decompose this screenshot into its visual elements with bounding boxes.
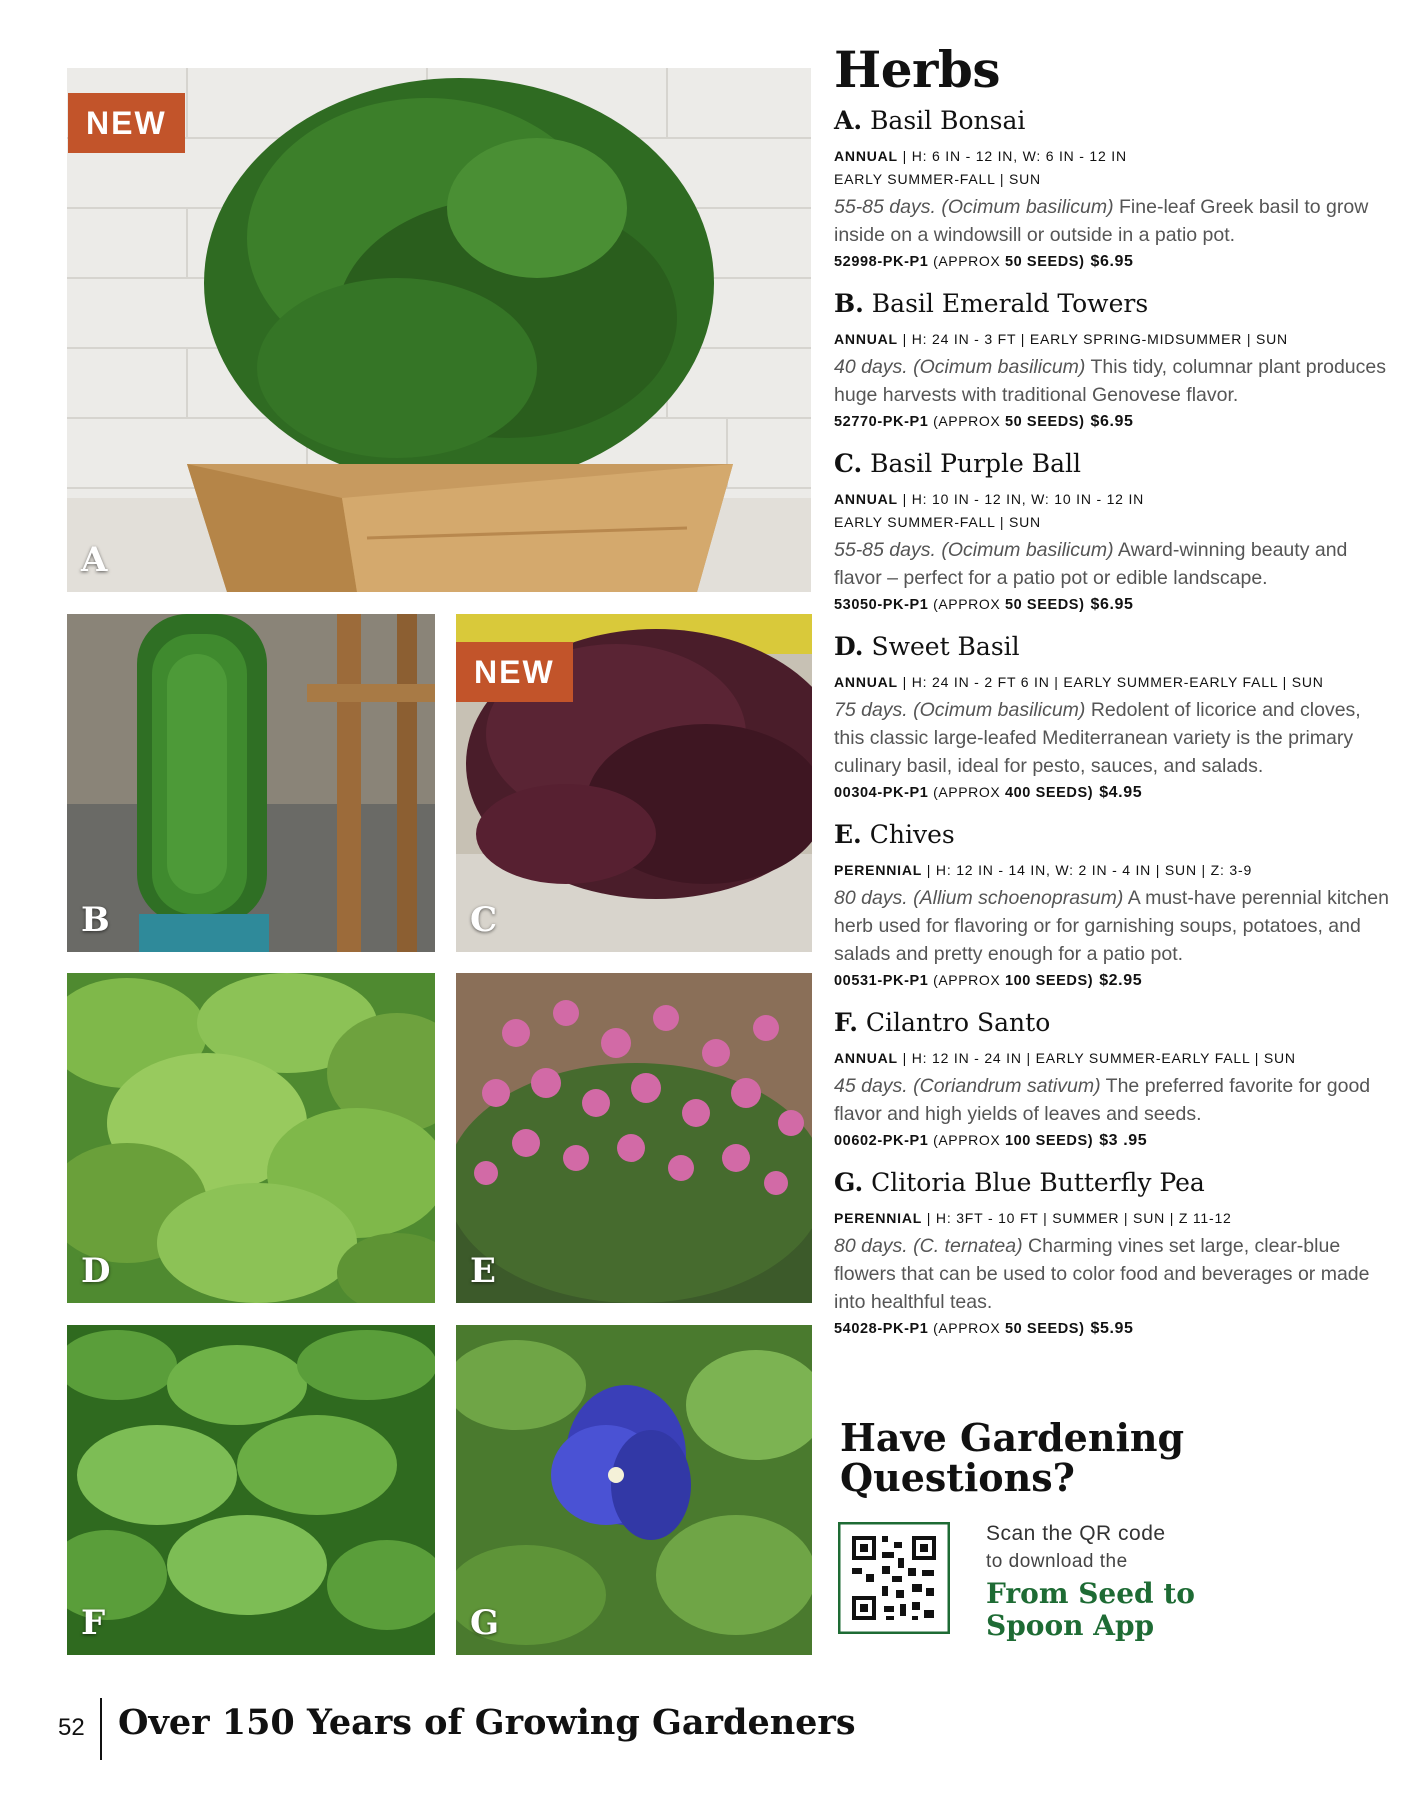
herb-specs <box>834 328 1394 351</box>
seed-count: 100 SEEDS) <box>1004 973 1094 989</box>
gardening-questions <box>840 1415 1340 1500</box>
sku: 53050-PK-P1 <box>834 597 929 613</box>
description-text: Award-winning beauty and flavor – perfect for a patio pot or edible landscape. <box>834 539 1348 589</box>
specs-text: | H: 12 IN - 24 IN | EARLY SUMMER-EARLY FALL | SUN <box>897 1050 1296 1066</box>
approx-label: (APPROX <box>933 1320 1001 1336</box>
qr-code-icon[interactable] <box>838 1522 950 1634</box>
scan-line2: to download the <box>986 1551 1128 1572</box>
plant-type: ANNUAL <box>834 674 898 690</box>
photo-letter: B <box>81 900 110 940</box>
herb-item <box>834 819 1394 993</box>
herb-title: Basil Bonsai <box>870 106 1026 135</box>
questions-title-line2: Questions? <box>840 1455 1075 1500</box>
footer-tagline: Over 150 Years of Growing Gardeners <box>118 1702 856 1743</box>
photo-butterfly-pea <box>456 1325 812 1655</box>
days-to-maturity: 75 days. <box>834 699 908 721</box>
herb-description <box>834 536 1394 592</box>
footer-divider <box>100 1698 102 1760</box>
photo-letter: F <box>81 1603 106 1643</box>
latin-name: (Ocimum basilicum) <box>913 356 1086 378</box>
photo-basil-emerald-towers <box>67 614 435 952</box>
description-text: Redolent of licorice and cloves, this classic large-leafed Mediterranean variety is the primary culinary basil, ideal for pesto, sauces, and salads. <box>834 699 1361 777</box>
approx-label: (APPROX <box>933 972 1001 988</box>
herb-title: Cilantro Santo <box>865 1008 1051 1037</box>
description-text: Charming vines set large, clear-blue flowers that can be used to color food and beverages or made into healthful teas. <box>834 1235 1370 1313</box>
photo-basil-bonsai <box>67 68 811 592</box>
sku: 54028-PK-P1 <box>834 1321 929 1337</box>
latin-name: (Ocimum basilicum) <box>913 699 1086 721</box>
herb-title: Clitoria Blue Butterfly Pea <box>871 1168 1205 1197</box>
herb-description <box>834 193 1394 249</box>
herb-name <box>834 105 1394 137</box>
description-text: Fine-leaf Greek basil to grow inside on a windowsill or outside in a patio pot. <box>834 196 1369 246</box>
herb-specs <box>834 671 1394 694</box>
photo-sweet-basil <box>67 973 435 1303</box>
days-to-maturity: 80 days. <box>834 887 908 909</box>
approx-label: (APPROX <box>933 596 1001 612</box>
seed-count: 50 SEEDS) <box>1004 254 1085 270</box>
description-text: The preferred favorite for good flavor and high yields of leaves and seeds. <box>834 1075 1371 1125</box>
new-badge: NEW <box>68 93 185 153</box>
herb-specs-line2: EARLY SUMMER-FALL | SUN <box>834 171 1041 187</box>
order-line <box>834 780 1394 805</box>
plant-type: ANNUAL <box>834 148 898 164</box>
seed-count: 100 SEEDS) <box>1004 1133 1094 1149</box>
herb-name <box>834 1007 1394 1039</box>
order-line <box>834 1316 1394 1341</box>
photo-chives <box>456 973 812 1303</box>
herb-letter: F. <box>834 1008 858 1037</box>
herb-title: Chives <box>869 820 955 849</box>
approx-label: (APPROX <box>933 1132 1001 1148</box>
specs-text: | H: 10 IN - 12 IN, W: 10 IN - 12 IN <box>897 491 1145 507</box>
herb-letter: E. <box>834 820 862 849</box>
sku: 00602-PK-P1 <box>834 1133 929 1149</box>
questions-title-line1: Have Gardening <box>840 1415 1185 1460</box>
plant-type: ANNUAL <box>834 1050 898 1066</box>
herb-letter: A. <box>834 106 863 135</box>
order-line <box>834 409 1394 434</box>
herb-listings <box>834 40 1394 1355</box>
section-title: Herbs <box>834 40 1001 99</box>
photo-letter: G <box>470 1603 500 1643</box>
herb-title: Basil Emerald Towers <box>871 289 1149 318</box>
order-line <box>834 249 1394 274</box>
herb-item <box>834 1167 1394 1341</box>
specs-text: | H: 24 IN - 3 FT | EARLY SPRING-MIDSUMMER | SUN <box>897 331 1288 347</box>
photo-letter: A <box>81 540 108 580</box>
herb-item <box>834 288 1394 434</box>
page-number: 52 <box>58 1714 85 1741</box>
seed-count: 50 SEEDS) <box>1004 414 1085 430</box>
seed-count: 50 SEEDS) <box>1004 597 1085 613</box>
herb-item <box>834 631 1394 805</box>
herb-description <box>834 1232 1394 1316</box>
qr-instructions <box>986 1520 1286 1640</box>
herb-description <box>834 1072 1394 1128</box>
description-text: This tidy, columnar plant produces huge harvests with traditional Genovese flavor. <box>834 356 1386 406</box>
app-name-line1: From Seed to <box>986 1577 1195 1610</box>
price: $2.95 <box>1099 972 1143 989</box>
herb-specs <box>834 1207 1394 1230</box>
herb-name <box>834 1167 1394 1199</box>
herb-specs <box>834 488 1394 511</box>
price: $4.95 <box>1099 784 1143 801</box>
herb-letter: B. <box>834 289 864 318</box>
sku: 52770-PK-P1 <box>834 414 929 430</box>
days-to-maturity: 55-85 days. <box>834 539 936 561</box>
app-name-line2: Spoon App <box>986 1609 1155 1642</box>
photo-letter: D <box>81 1251 111 1291</box>
herb-item <box>834 105 1394 274</box>
new-badge: NEW <box>456 642 573 702</box>
herb-specs <box>834 145 1394 168</box>
specs-text: | H: 24 IN - 2 FT 6 IN | EARLY SUMMER-EARLY FALL | SUN <box>897 674 1324 690</box>
herb-description <box>834 884 1394 968</box>
herb-specs <box>834 1047 1394 1070</box>
photo-basil-purple-ball <box>456 614 812 952</box>
seed-count: 400 SEEDS) <box>1004 785 1094 801</box>
herb-letter: D. <box>834 632 864 661</box>
herb-specs <box>834 859 1394 882</box>
herb-name <box>834 631 1394 663</box>
price: $6.95 <box>1090 253 1134 270</box>
herb-name <box>834 819 1394 851</box>
specs-text: | H: 12 IN - 14 IN, W: 2 IN - 4 IN | SUN | Z: 3-9 <box>922 862 1253 878</box>
latin-name: (Coriandrum sativum) <box>913 1075 1101 1097</box>
photo-letter: E <box>470 1251 496 1291</box>
herb-description <box>834 353 1394 409</box>
days-to-maturity: 45 days. <box>834 1075 908 1097</box>
price: $5.95 <box>1090 1320 1134 1337</box>
sku: 00304-PK-P1 <box>834 785 929 801</box>
herb-letter: G. <box>834 1168 864 1197</box>
scan-line1: Scan the QR code <box>986 1522 1166 1545</box>
photo-letter: C <box>470 900 498 940</box>
days-to-maturity: 55-85 days. <box>834 196 936 218</box>
herb-item <box>834 448 1394 617</box>
order-line <box>834 1128 1394 1153</box>
specs-text: | H: 3FT - 10 FT | SUMMER | SUN | Z 11-12 <box>922 1210 1232 1226</box>
days-to-maturity: 80 days. <box>834 1235 908 1257</box>
herb-specs-line2: EARLY SUMMER-FALL | SUN <box>834 514 1041 530</box>
approx-label: (APPROX <box>933 784 1001 800</box>
days-to-maturity: 40 days. <box>834 356 908 378</box>
latin-name: (Allium schoenoprasum) <box>913 887 1124 909</box>
price: $6.95 <box>1090 596 1134 613</box>
plant-type: ANNUAL <box>834 491 898 507</box>
seed-count: 50 SEEDS) <box>1004 1321 1085 1337</box>
herb-name <box>834 288 1394 320</box>
herb-name <box>834 448 1394 480</box>
plant-type: ANNUAL <box>834 331 898 347</box>
photo-cilantro-santo <box>67 1325 435 1655</box>
plant-type: PERENNIAL <box>834 862 923 878</box>
herb-letter: C. <box>834 449 863 478</box>
order-line <box>834 592 1394 617</box>
latin-name: (Ocimum basilicum) <box>941 196 1114 218</box>
price: $6.95 <box>1090 413 1134 430</box>
herb-title: Sweet Basil <box>871 632 1020 661</box>
approx-label: (APPROX <box>933 413 1001 429</box>
description-text: A must-have perennial kitchen herb used for flavoring or for garnishing soups, potatoes, and salads and pretty enough for a patio pot. <box>834 887 1389 965</box>
price: $3 .95 <box>1099 1132 1148 1149</box>
latin-name: (C. ternatea) <box>913 1235 1023 1257</box>
approx-label: (APPROX <box>933 253 1001 269</box>
sku: 00531-PK-P1 <box>834 973 929 989</box>
herb-item <box>834 1007 1394 1153</box>
order-line <box>834 968 1394 993</box>
herb-title: Basil Purple Ball <box>870 449 1082 478</box>
specs-text: | H: 6 IN - 12 IN, W: 6 IN - 12 IN <box>897 148 1127 164</box>
herb-description <box>834 696 1394 780</box>
sku: 52998-PK-P1 <box>834 254 929 270</box>
plant-type: PERENNIAL <box>834 1210 923 1226</box>
latin-name: (Ocimum basilicum) <box>941 539 1114 561</box>
herb-list <box>834 105 1394 1341</box>
